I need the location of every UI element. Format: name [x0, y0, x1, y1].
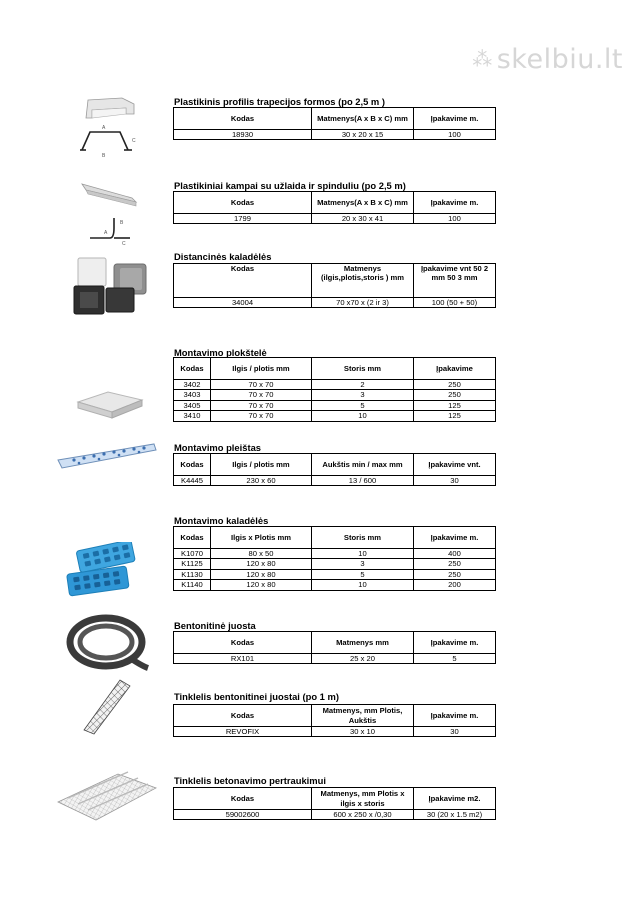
- mesh-tube-image: [72, 674, 138, 736]
- header-matmenys: Matmenys, mm Plotis x ilgis x storis: [312, 788, 414, 810]
- table-row: 3405 70 x 70 5 125: [174, 400, 496, 410]
- header-kodas: Kodas: [174, 192, 312, 214]
- section-title-tinklelis-betonavimo: Tinklelis betonavimo pertraukimui: [174, 775, 326, 786]
- header-kodas: Kodas: [174, 527, 211, 549]
- concrete-joint-mesh-image: [54, 766, 160, 826]
- svg-text:A: A: [102, 125, 106, 131]
- table-row: RX101 25 x 20 5: [174, 654, 496, 664]
- header-ipakavime: Įpakavime m.: [414, 527, 496, 549]
- header-kodas: Kodas: [174, 358, 211, 380]
- table-row: K1130 120 x 80 5 250: [174, 569, 496, 579]
- table-row: 34004 70 x70 x (2 ir 3) 100 (50 + 50): [174, 298, 496, 308]
- section-title-bentonitine: Bentonitinė juosta: [174, 620, 256, 631]
- header-storis: Storis mm: [312, 527, 414, 549]
- table-plokstele: [173, 357, 496, 422]
- table-tinklelis-bentonitinei: [173, 704, 496, 737]
- table-row: 59002600 600 x 250 x /0,30 30 (20 x 1.5 m2): [174, 810, 496, 820]
- section-title-kampai: Plastikiniai kampai su užlaida ir spinduliu (po 2,5 m): [174, 180, 406, 191]
- mounting-plate-image: [74, 388, 146, 424]
- section-title-tinklelis-bentonitinei: Tinklelis bentonitinei juostai (po 1 m): [174, 691, 339, 702]
- watermark-dots-icon: ⁂: [472, 47, 493, 71]
- svg-text:C: C: [122, 241, 126, 246]
- table-distancines: [173, 263, 496, 308]
- table-row: 1799 20 x 30 x 41 100: [174, 214, 496, 224]
- table-kampai: [173, 191, 496, 224]
- header-aukstis: Aukštis min / max mm: [312, 454, 414, 476]
- header-matmenys: Matmenys mm: [312, 632, 414, 654]
- table-tinklelis-betonavimo: [173, 787, 496, 820]
- table-profilis: [173, 107, 496, 140]
- bentonite-tape-roll-image: [60, 610, 152, 672]
- table-row: 18930 30 x 20 x 15 100: [174, 130, 496, 140]
- section-title-pleistas: Montavimo pleištas: [174, 442, 261, 453]
- header-ilgis-plotis: Ilgis / plotis mm: [211, 358, 312, 380]
- table-row: 3403 70 x 70 3 250: [174, 390, 496, 400]
- header-ipakavime: Įpakavime m.: [414, 705, 496, 727]
- header-ipakavime: Įpakavime m.: [414, 108, 496, 130]
- header-storis: Storis mm: [312, 358, 414, 380]
- svg-text:B: B: [102, 153, 106, 159]
- svg-text:B: B: [120, 220, 124, 226]
- section-title-distancines: Distancinės kaladėlės: [174, 251, 272, 262]
- table-row: K4445 230 x 60 13 / 600 30: [174, 476, 496, 486]
- table-bentonitine: [173, 631, 496, 664]
- spacer-blocks-image: [70, 252, 156, 318]
- mounting-wedge-image: [54, 440, 160, 472]
- table-kaladeles: [173, 526, 496, 591]
- header-ipakavime: Įpakavime vnt.: [414, 454, 496, 476]
- header-ipakavime: Įpakavime m.: [414, 192, 496, 214]
- header-kodas: Kodas: [174, 264, 312, 298]
- watermark: ⁂ skelbiu.lt: [472, 44, 623, 75]
- header-ipakavime: Įpakavime: [414, 358, 496, 380]
- header-kodas: Kodas: [174, 454, 211, 476]
- table-row: K1125 120 x 80 3 250: [174, 559, 496, 569]
- header-kodas: Kodas: [174, 632, 312, 654]
- corner-profile-image: [76, 176, 142, 246]
- section-title-profilis: Plastikinis profilis trapecijos formos (po 2,5 m ): [174, 96, 385, 107]
- svg-text:A: A: [104, 230, 108, 236]
- header-matmenys: Matmenys(A x B x C) mm: [312, 108, 414, 130]
- header-ipakavime: Įpakavime vnt 50 2 mm 50 3 mm: [414, 264, 496, 298]
- header-matmenys: Matmenys, mm Plotis, Aukštis: [312, 705, 414, 727]
- header-ilgis-plotis: Ilgis / plotis mm: [211, 454, 312, 476]
- section-title-kaladeles: Montavimo kaladėlės: [174, 515, 269, 526]
- header-ipakavime: Įpakavime m.: [414, 632, 496, 654]
- header-ipakavime: Įpakavime m2.: [414, 788, 496, 810]
- header-kodas: Kodas: [174, 108, 312, 130]
- header-matmenys: Matmenys(A x B x C) mm: [312, 192, 414, 214]
- header-kodas: Kodas: [174, 788, 312, 810]
- table-row: 3410 70 x 70 10 125: [174, 411, 496, 421]
- table-row: REVOFIX 30 x 10 30: [174, 727, 496, 737]
- table-row: K1140 120 x 80 10 200: [174, 580, 496, 590]
- section-title-plokstele: Montavimo plokštelė: [174, 347, 267, 358]
- header-ilgis-plotis: Ilgis x Plotis mm: [211, 527, 312, 549]
- table-row: 3402 70 x 70 2 250: [174, 380, 496, 390]
- svg-text:C: C: [132, 138, 136, 144]
- table-row: K1070 80 x 50 10 400: [174, 549, 496, 559]
- trapezoid-profile-image: [76, 94, 140, 160]
- mounting-blocks-image: [62, 542, 152, 598]
- header-kodas: Kodas: [174, 705, 312, 727]
- table-pleistas: [173, 453, 496, 486]
- header-matmenys: Matmenys (ilgis,plotis,storis ) mm: [312, 264, 414, 298]
